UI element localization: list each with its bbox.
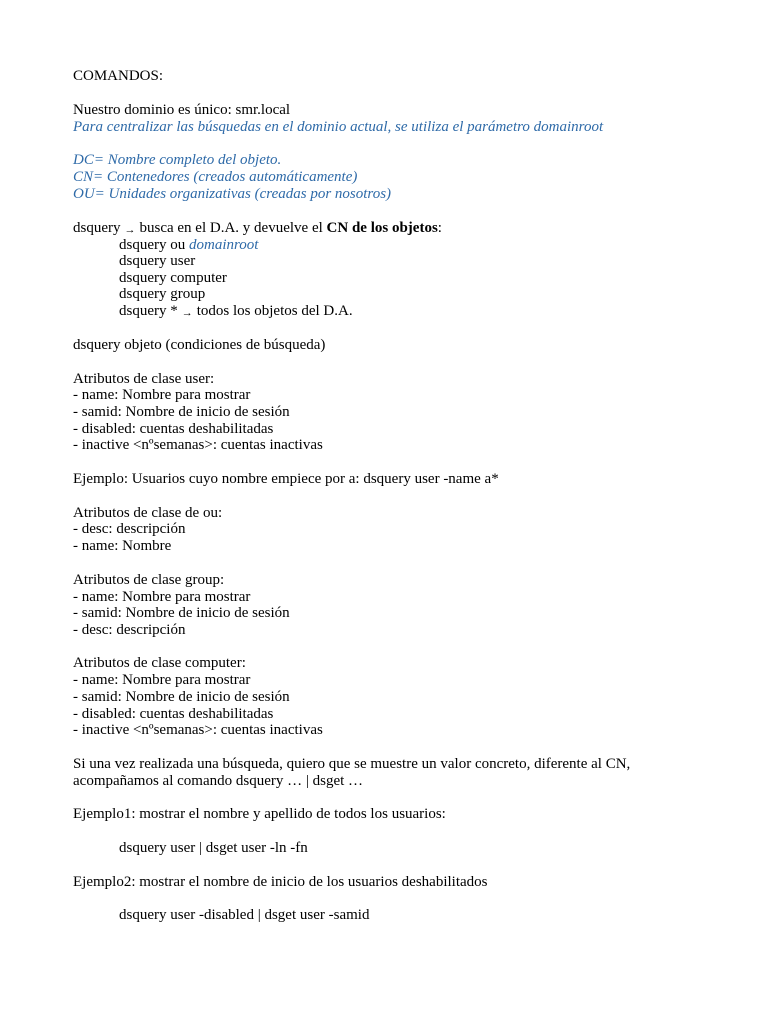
arrow-right-icon: → — [124, 224, 136, 236]
user-attr-item: - samid: Nombre de inicio de sesión — [73, 404, 290, 420]
ou-attr-item: - name: Nombre — [73, 538, 172, 554]
computer-attr-item: - inactive <nºsemanas>: cuentas inactivas — [73, 722, 323, 738]
user-attrs-heading: Atributos de clase user: — [73, 371, 215, 387]
arrow-right-icon: → — [181, 307, 193, 319]
dsquery-syntax: dsquery objeto (condiciones de búsqueda) — [73, 337, 326, 353]
dsquery-user-line: dsquery user — [119, 253, 196, 269]
ou-attr-item: - desc: descripción — [73, 521, 186, 537]
dsquery-cmd: dsquery — [73, 220, 121, 236]
group-attrs-heading: Atributos de clase group: — [73, 572, 225, 588]
computer-attr-item: - name: Nombre para mostrar — [73, 672, 251, 688]
document-title: COMANDOS: — [73, 68, 164, 84]
user-attr-item: - inactive <nºsemanas>: cuentas inactivas — [73, 437, 323, 453]
dsquery-group-line: dsquery group — [119, 286, 206, 302]
example1-text: Ejemplo1: mostrar el nombre y apellido de todos los usuarios: — [73, 806, 446, 822]
dsquery-ou-line — [119, 237, 258, 254]
dsquery-all-line — [119, 303, 353, 321]
computer-attrs-heading: Atributos de clase computer: — [73, 655, 246, 671]
definition-dc: DC= Nombre completo del objeto. — [73, 152, 282, 168]
group-attr-item: - desc: descripción — [73, 622, 186, 638]
user-attr-item: - name: Nombre para mostrar — [73, 387, 251, 403]
example2-text: Ejemplo2: mostrar el nombre de inicio de los usuarios deshabilitados — [73, 874, 488, 890]
dsget-note-line: acompañamos al comando dsquery … | dsget … — [73, 773, 364, 789]
dsquery-all-cmd: dsquery * — [119, 303, 178, 319]
group-attr-item: - samid: Nombre de inicio de sesión — [73, 605, 290, 621]
dsquery-computer-line: dsquery computer — [119, 270, 227, 286]
user-attr-item: - disabled: cuentas deshabilitadas — [73, 421, 274, 437]
domain-note: Para centralizar las búsquedas en el dominio actual, se utiliza el parámetro domainroot — [73, 119, 604, 135]
dsquery-ou-param: domainroot — [189, 237, 259, 253]
domain-line: Nuestro dominio es único: smr.local — [73, 102, 291, 118]
example2-cmd: dsquery user -disabled | dsget user -samid — [119, 907, 370, 923]
example-user: Ejemplo: Usuarios cuyo nombre empiece por a: dsquery user -name a* — [73, 471, 499, 487]
group-attr-item: - name: Nombre para mostrar — [73, 589, 251, 605]
dsquery-intro-text: busca en el D.A. y devuelve el — [139, 220, 323, 236]
dsget-note-line: Si una vez realizada una búsqueda, quiero que se muestre un valor concreto, diferente al CN, — [73, 756, 631, 772]
example1-cmd: dsquery user | dsget user -ln -fn — [119, 840, 308, 856]
definition-cn: CN= Contenedores (creados automáticamente) — [73, 169, 358, 185]
computer-attr-item: - samid: Nombre de inicio de sesión — [73, 689, 290, 705]
dsquery-intro-colon: : — [437, 220, 442, 236]
dsquery-intro-bold: CN de los objetos — [326, 220, 438, 236]
computer-attr-item: - disabled: cuentas deshabilitadas — [73, 706, 274, 722]
ou-attrs-heading: Atributos de clase de ou: — [73, 505, 223, 521]
dsquery-intro — [73, 220, 442, 238]
dsquery-ou-cmd: dsquery ou — [119, 237, 186, 253]
dsquery-all-text: todos los objetos del D.A. — [196, 303, 353, 319]
definition-ou: OU= Unidades organizativas (creadas por nosotros) — [73, 186, 392, 202]
